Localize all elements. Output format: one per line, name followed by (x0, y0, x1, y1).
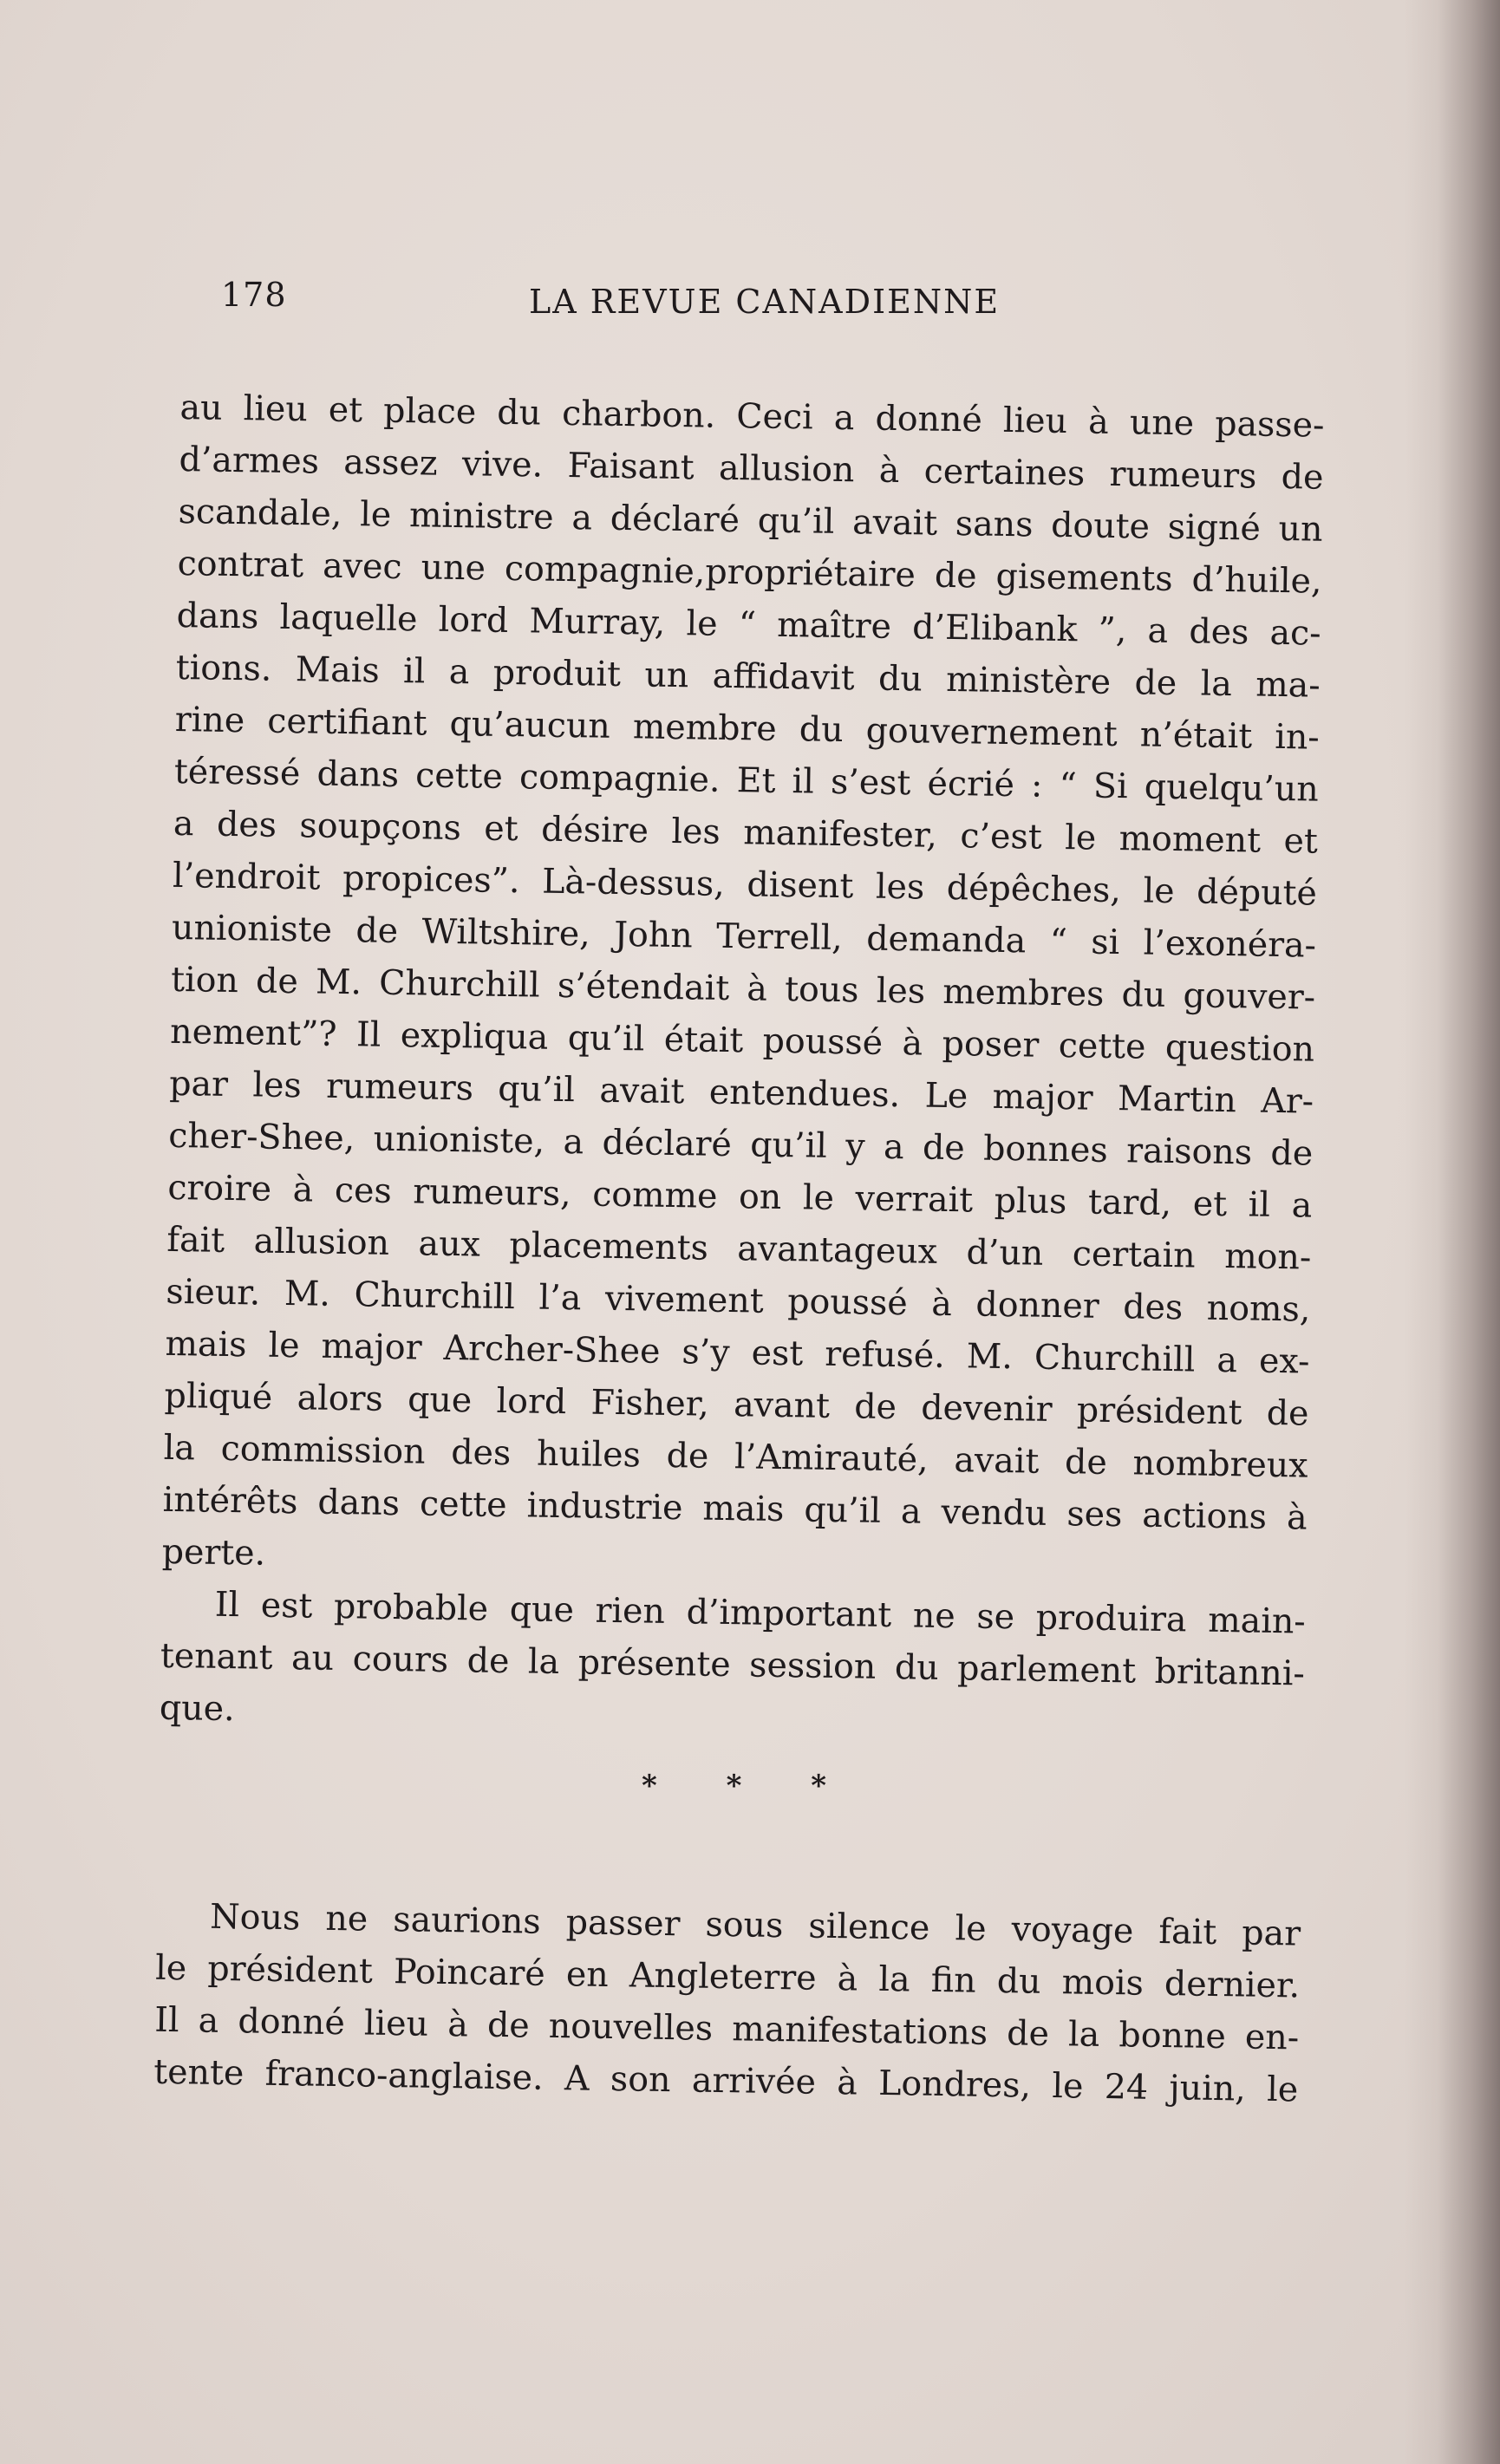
text-line: cher-Shee, unioniste, a déclaré qu’il y a de bonnes raisons de (167, 1115, 1314, 1174)
page-number: 178 (221, 276, 287, 314)
text-line: téressé dans cette compagnie. Et il s’est écrié : “ Si quelqu’un (173, 751, 1320, 810)
text-line: fait allusion aux placements avantageux d’un certain mon- (166, 1219, 1312, 1278)
text-line: au lieu et place du charbon. Ceci a donné lieu à une passe- (179, 387, 1325, 446)
text-line: tenant au cours de la présente session du parlement britanni- (160, 1635, 1306, 1694)
text-line: mais le major Archer-Shee s’y est refusé. M. Churchill a ex- (165, 1323, 1310, 1382)
paragraph-2 (159, 1578, 1306, 1752)
text-line: contrat avec une compagnie,propriétaire de gisements d’huile, (177, 543, 1322, 602)
spine-shadow (1405, 0, 1500, 2464)
text-line: Nous ne saurions passer sous silence le voyage fait par (209, 1896, 1301, 1954)
text-line: intérêts dans cette industrie mais qu’il a vendu ses actions à (162, 1479, 1308, 1538)
text-line: nement”? Il expliqua qu’il était poussé à poser cette question (169, 1011, 1315, 1070)
text-line: par les rumeurs qu’il avait entendues. Le major Martin Ar- (168, 1063, 1314, 1122)
page-header (221, 276, 1366, 328)
body-text (153, 381, 1325, 2110)
text-line: tions. Mais il a produit un affidavit du ministère de la ma- (175, 647, 1321, 706)
text-line: Il est probable que rien d’important ne se produira main- (214, 1584, 1307, 1642)
text-line: Il a donné lieu à de nouvelles manifestations de la bonne en- (153, 1999, 1300, 2058)
text-line: que. (159, 1687, 235, 1730)
text-line: perte. (161, 1531, 266, 1574)
text-line: pliqué alors que lord Fisher, avant de devenir président de (164, 1375, 1309, 1434)
text-line: sieur. M. Churchill l’a vivement poussé à donner des noms, (166, 1271, 1311, 1330)
text-line: a des soupçons et désire les manifester, c’est le moment et (173, 803, 1319, 862)
text-line: unioniste de Wiltshire, John Terrell, demanda “ si l’exonéra- (171, 907, 1317, 966)
text-line: le président Poincaré en Angleterre à la fin du mois dernier. (154, 1947, 1301, 2006)
text-line: dans laquelle lord Murray, le “ maître d’Elibank ”, a des ac- (176, 595, 1321, 654)
paragraph-3 (153, 1890, 1301, 2116)
text-line: rine certifiant qu’aucun membre du gouvernement n’était in- (174, 699, 1321, 758)
text-line: l’endroit propices”. Là-dessus, disent les dépêches, le député (172, 855, 1318, 914)
text-line: tente franco-anglaise. A son arrivée à Londres, le 24 juin, le (153, 2051, 1299, 2110)
text-line: d’armes assez vive. Faisant allusion à certaines rumeurs de (179, 439, 1324, 498)
text-line: tion de M. Churchill s’étendait à tous les membres du gouver- (170, 959, 1316, 1018)
text-line: scandale, le ministre a déclaré qu’il avait sans doute signé un (178, 491, 1323, 550)
section-separator: * * * (642, 1769, 857, 1803)
text-line: croire à ces rumeurs, comme on le verrait plus tard, et il a (167, 1167, 1313, 1226)
running-title: LA REVUE CANADIENNE (529, 283, 1001, 321)
paragraph-1 (161, 381, 1325, 1596)
text-line: la commission des huiles de l’Amirauté, avait de nombreux (163, 1427, 1308, 1486)
